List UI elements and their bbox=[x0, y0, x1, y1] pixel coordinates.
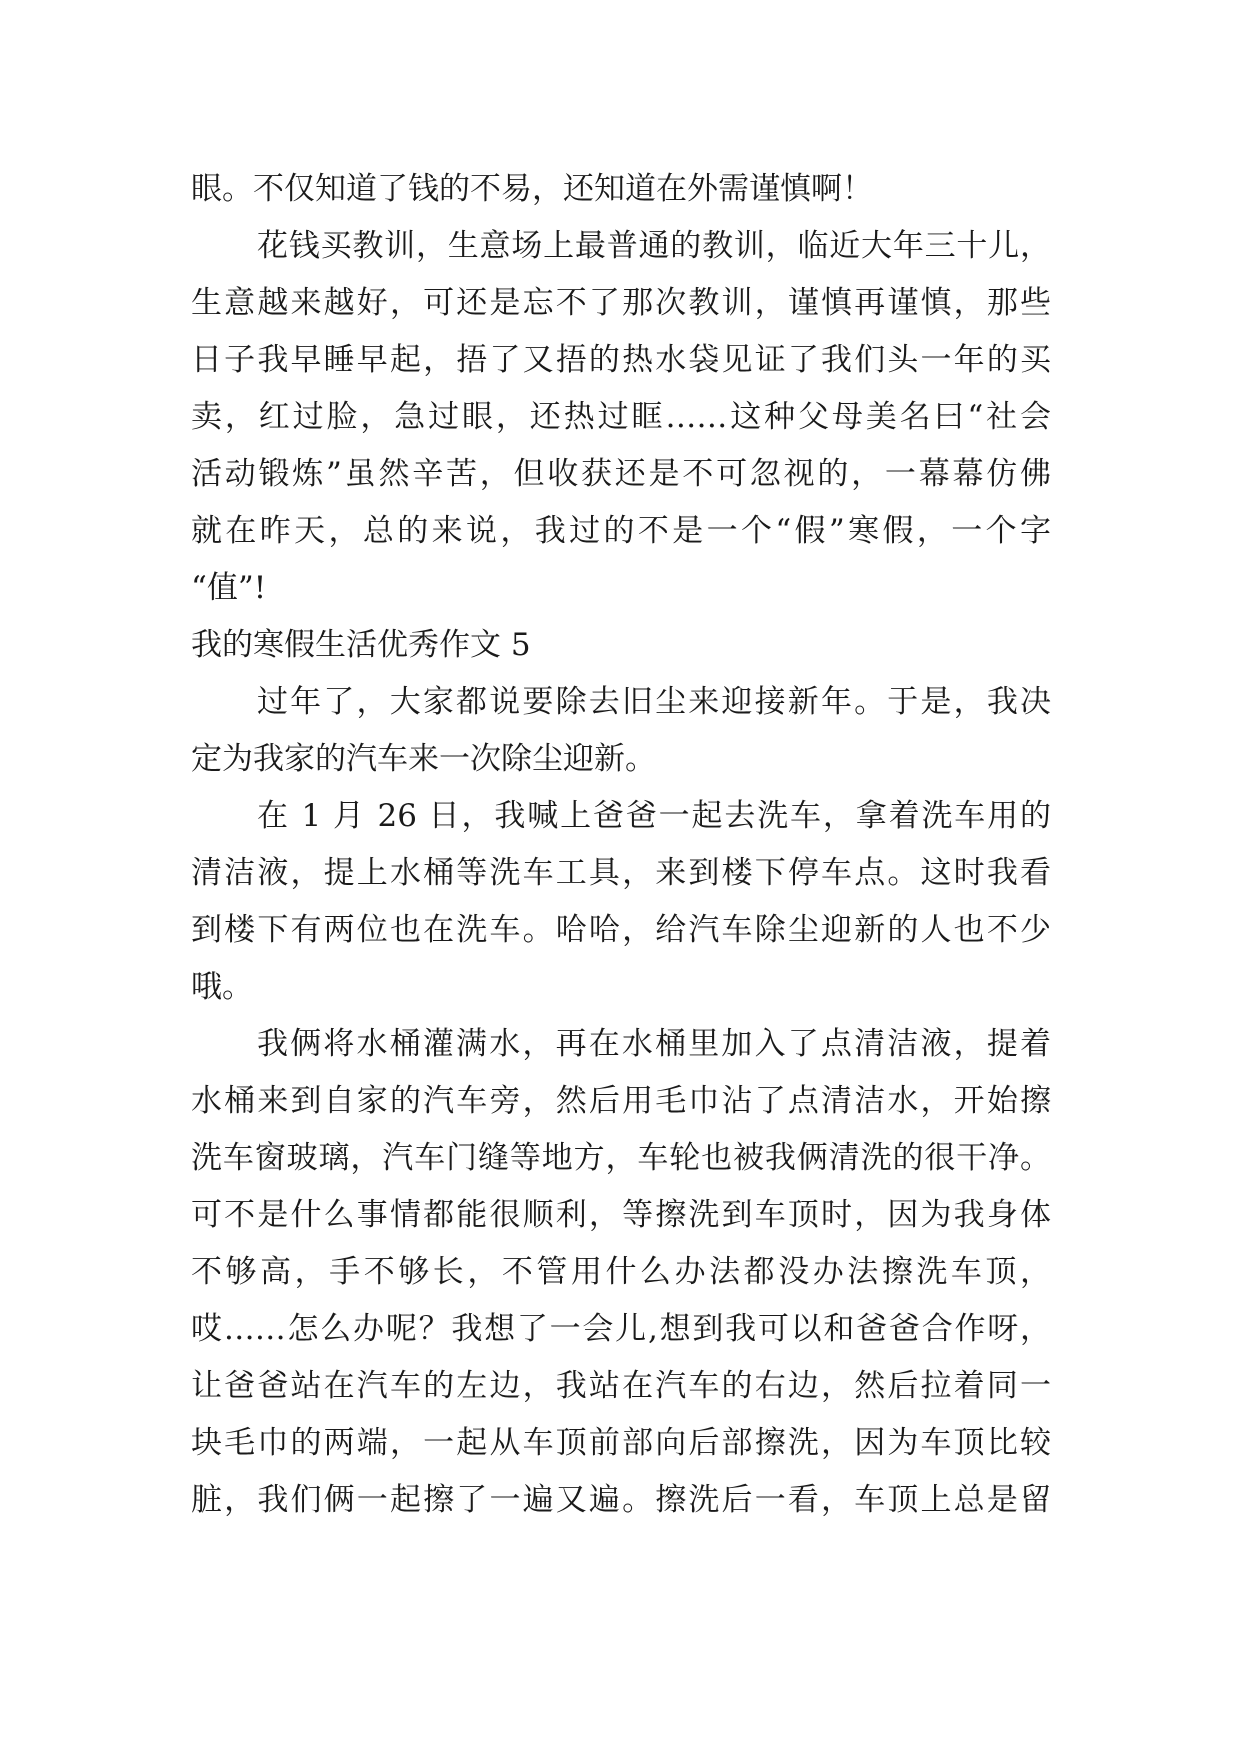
text-line: 清洁液，提上水桶等洗车工具，来到楼下停车点。这时我看 bbox=[191, 855, 1051, 891]
text-line: 水桶来到自家的汽车旁，然后用毛巾沾了点清洁水，开始擦 bbox=[191, 1083, 1051, 1119]
text-line: 日子我早睡早起，捂了又捂的热水袋见证了我们头一年的买 bbox=[191, 342, 1051, 378]
text-line: 卖，红过脸，急过眼，还热过眶……这种父母美名曰“社会 bbox=[191, 399, 1051, 435]
text-line: “值”! bbox=[191, 570, 267, 606]
paragraph-first-line: 在 1 月 26 日，我喊上爸爸一起去洗车，拿着洗车用的 bbox=[257, 798, 1051, 834]
paragraph-first-line: 我俩将水桶灌满水，再在水桶里加入了点清洁液，提着 bbox=[257, 1026, 1051, 1062]
text-line: 洗车窗玻璃，汽车门缝等地方，车轮也被我俩清洗的很干净。 bbox=[191, 1140, 1051, 1176]
paragraph-first-line: 花钱买教训，生意场上最普通的教训，临近大年三十儿， bbox=[257, 228, 1051, 264]
text-line: 就在昨天，总的来说，我过的不是一个“假”寒假，一个字 bbox=[191, 513, 1051, 549]
text-line: 块毛巾的两端，一起从车顶前部向后部擦洗，因为车顶比较 bbox=[191, 1425, 1051, 1461]
text-line: 脏，我们俩一起擦了一遍又遍。擦洗后一看，车顶上总是留 bbox=[191, 1482, 1051, 1518]
text-line: 让爸爸站在汽车的左边，我站在汽车的右边，然后拉着同一 bbox=[191, 1368, 1051, 1404]
text-line: 哦。 bbox=[191, 969, 253, 1005]
text-line: 不够高，手不够长，不管用什么办法都没办法擦洗车顶， bbox=[191, 1254, 1051, 1290]
text-line: 活动锻炼”虽然辛苦，但收获还是不可忽视的，一幕幕仿佛 bbox=[191, 456, 1051, 492]
text-line: 哎……怎么办呢？我想了一会儿,想到我可以和爸爸合作呀， bbox=[191, 1311, 1051, 1347]
text-line: 可不是什么事情都能很顺利，等擦洗到车顶时，因为我身体 bbox=[191, 1197, 1051, 1233]
section-heading: 我的寒假生活优秀作文 5 bbox=[191, 627, 531, 663]
paragraph-first-line: 过年了，大家都说要除去旧尘来迎接新年。于是，我决 bbox=[257, 684, 1051, 720]
text-line: 到楼下有两位也在洗车。哈哈，给汽车除尘迎新的人也不少 bbox=[191, 912, 1051, 948]
text-line: 眼。不仅知道了钱的不易，还知道在外需谨慎啊！ bbox=[191, 171, 873, 207]
text-line: 生意越来越好，可还是忘不了那次教训，谨慎再谨慎，那些 bbox=[191, 285, 1051, 321]
text-line: 定为我家的汽车来一次除尘迎新。 bbox=[191, 741, 656, 777]
